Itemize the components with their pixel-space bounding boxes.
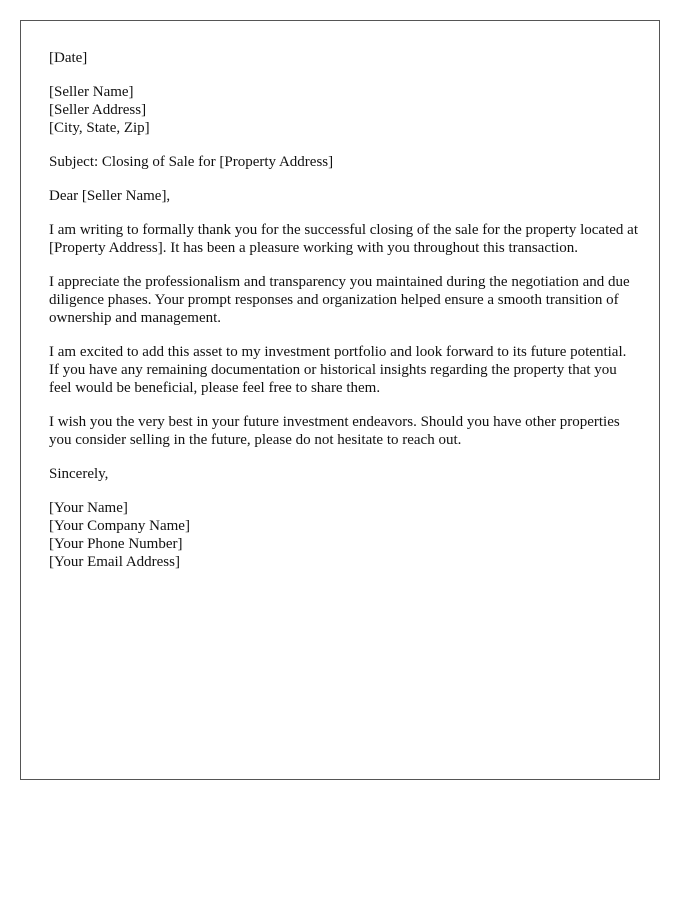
salutation-block (49, 187, 639, 205)
salutation: Dear [Seller Name], (49, 188, 171, 204)
paragraph-appreciation: I appreciate the professionalism and transparency you maintained during the negotiation and due diligence phases. Your prompt responses and organization helped ensure a smooth transition of ownership and management. (49, 274, 630, 326)
paragraph-thanks: I am writing to formally thank you for the successful closing of the sale for the property located at [Property Address]. It has been a pleasure working with you throughout this transaction. (49, 222, 638, 256)
closing-block (49, 465, 639, 483)
signature-email: [Your Email Address] (49, 554, 180, 570)
signature-phone: [Your Phone Number] (49, 536, 183, 552)
seller-city-state-zip: [City, State, Zip] (49, 120, 150, 136)
seller-address-block (49, 83, 639, 137)
signature-company: [Your Company Name] (49, 518, 190, 534)
date-line: [Date] (49, 50, 88, 66)
seller-address: [Seller Address] (49, 102, 147, 118)
paragraph-portfolio: I am excited to add this asset to my investment portfolio and look forward to its future potential. If you have any remaining documentation or historical insights regarding the property that you feel would be beneficial, please feel free to share them. (49, 344, 627, 396)
subject-line: Subject: Closing of Sale for [Property Address] (49, 154, 334, 170)
subject-block (49, 153, 639, 171)
paragraph-best-wishes: I wish you the very best in your future investment endeavors. Should you have other properties you consider selling in the future, please do not hesitate to reach out. (49, 414, 620, 448)
seller-name: [Seller Name] (49, 84, 134, 100)
closing: Sincerely, (49, 466, 109, 482)
letter-page (20, 20, 660, 780)
letter-body (49, 49, 639, 587)
date-block (49, 49, 639, 67)
signature-block (49, 499, 639, 571)
signature-name: [Your Name] (49, 500, 128, 516)
